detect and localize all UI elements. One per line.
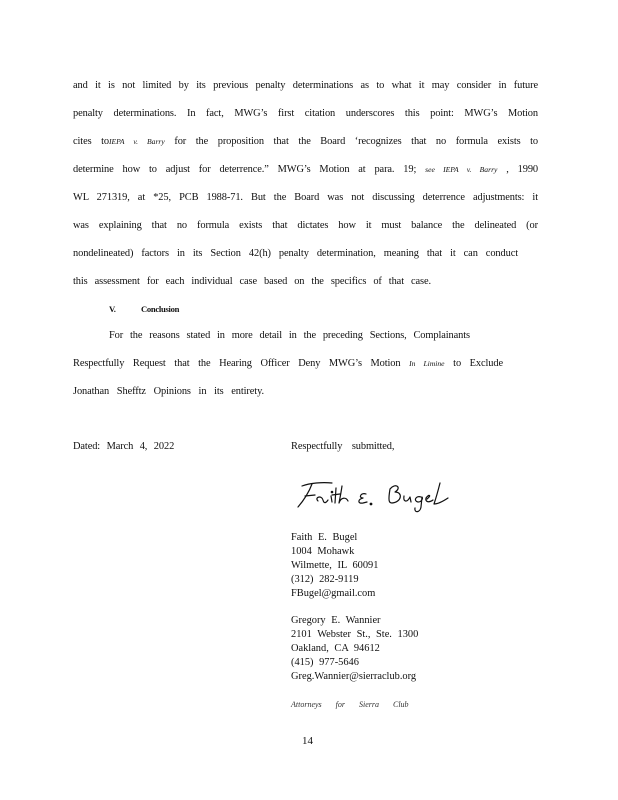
attorney-street: 2101 Webster St., Ste. 1300: [291, 629, 419, 640]
attorney-city: Oakland, CA 94612: [291, 643, 380, 654]
attorney-name: Gregory E. Wannier: [291, 615, 381, 626]
section-number: V.: [109, 304, 116, 314]
section-heading: Conclusion: [141, 304, 180, 314]
attorney-phone: (312) 282-9119: [291, 574, 359, 585]
signature: [292, 474, 454, 514]
conclusion-line-3: Jonathan Shefftz Opinions in its entirety.: [73, 386, 264, 397]
body-text: , 1990: [506, 164, 539, 175]
body-text: to Exclude: [453, 358, 503, 369]
attorney-name: Faith E. Bugel: [291, 532, 358, 543]
body-line-8: this assessment for each individual case based on the specifics of that case.: [73, 276, 431, 287]
conclusion-line-1: For the reasons stated in more detail in the preceding Sections, Complainants: [109, 330, 470, 341]
body-line-4: [73, 164, 538, 175]
body-text: Respectfully Request that the Hearing Officer Deny MWG’s Motion: [73, 358, 401, 369]
page-number: 14: [302, 735, 313, 747]
attorney-street: 1004 Mohawk: [291, 546, 355, 557]
body-line-2: penalty determinations. In fact, MWG’s first citation underscores this point: MWG’s Motion: [73, 108, 538, 119]
case-citation: IEPA v. Barry: [109, 137, 165, 146]
case-citation: see IEPA v. Barry: [425, 165, 498, 174]
closing: Respectfully submitted,: [291, 441, 395, 452]
attorney-block-1: [291, 531, 378, 601]
attorney-phone: (415) 977-5646: [291, 657, 359, 668]
body-text: for the proposition that the Board ‘recognizes that no formula exists to: [174, 136, 539, 147]
body-line-6: was explaining that no formula exists that dictates how it must balance the delineated (or: [73, 220, 538, 231]
body-text: determine how to adjust for deterrence.” MWG’s Motion at para. 19;: [73, 164, 417, 175]
body-line-7: nondelineated) factors in its Section 42(h) penalty determination, meaning that it can conduct: [73, 248, 518, 259]
conclusion-line-2: [73, 358, 503, 369]
attorney-email: FBugel@gmail.com: [291, 588, 376, 599]
body-line-5: WL 271319, at *25, PCB 1988-71. But the Board was not discussing deterrence adjustments: it: [73, 192, 538, 203]
body-line-3: [73, 136, 538, 147]
attorneys-for: Attorneys for Sierra Club: [291, 700, 409, 709]
date-line: Dated: March 4, 2022: [73, 441, 175, 452]
body-line-1: and it is not limited by its previous penalty determinations as to what it may consider in future: [73, 80, 538, 91]
attorney-city: Wilmette, IL 60091: [291, 560, 379, 571]
body-text: cites to: [73, 136, 110, 147]
attorney-block-2: [291, 614, 418, 684]
italic-term: In Limine: [409, 359, 445, 368]
attorney-email: Greg.Wannier@sierraclub.org: [291, 671, 417, 682]
